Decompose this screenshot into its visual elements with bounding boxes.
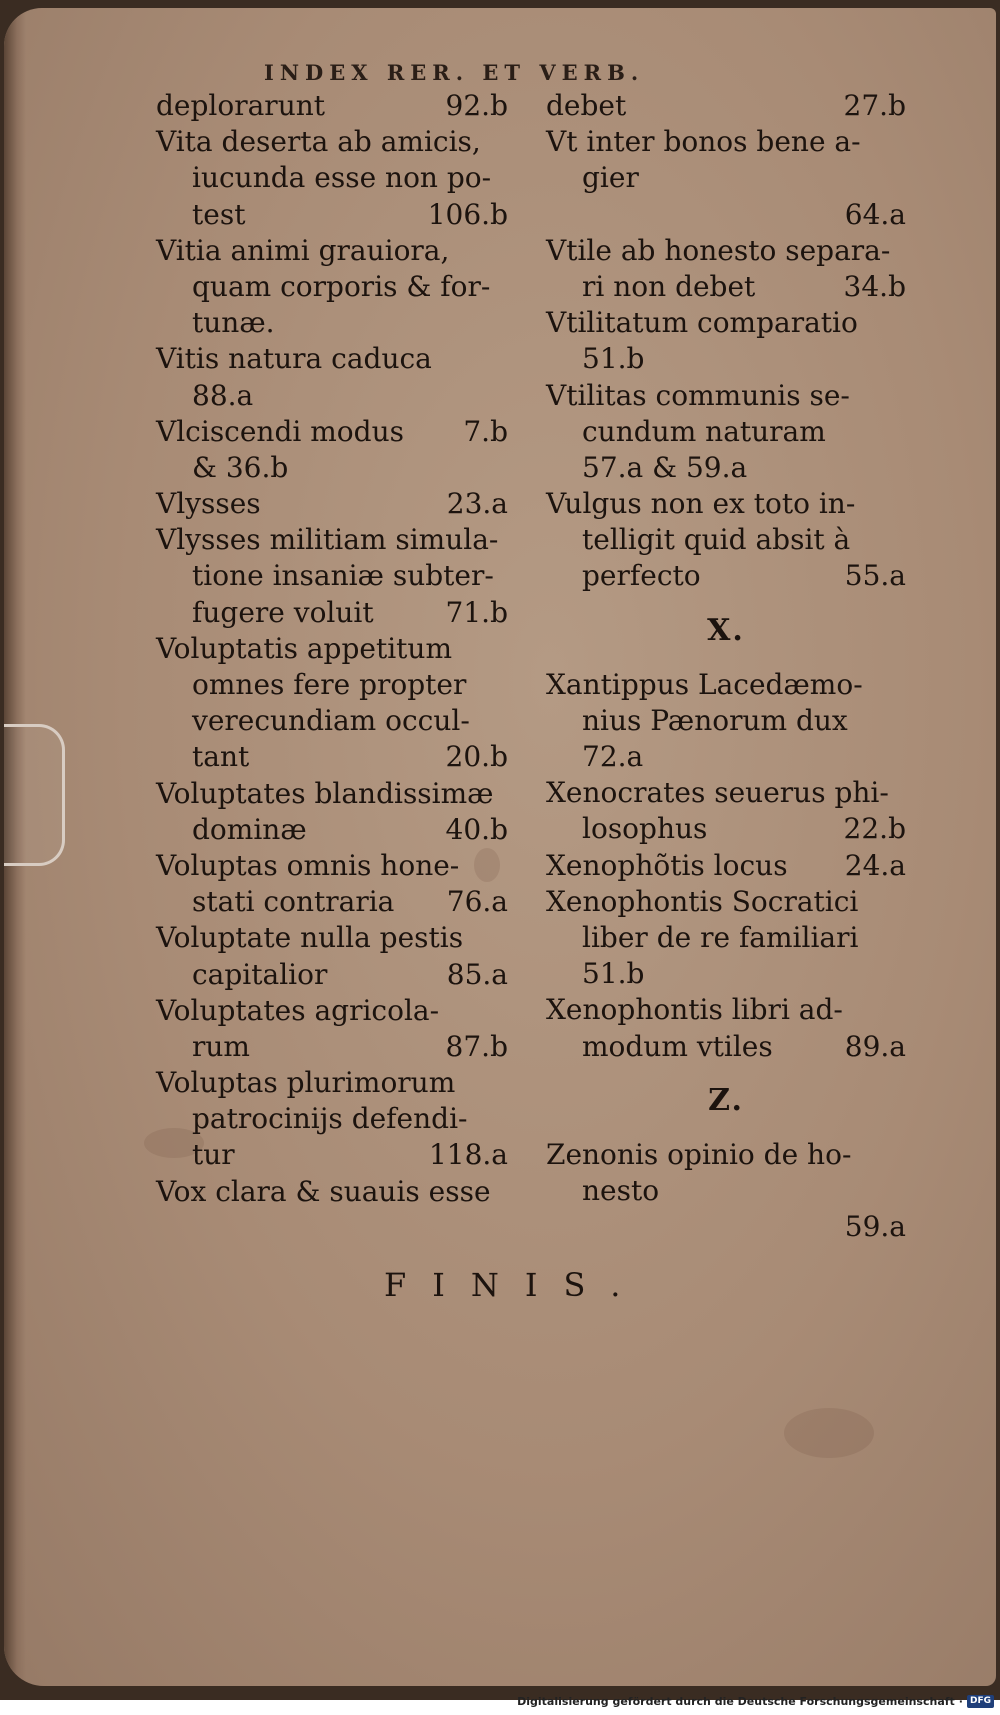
entry-headword-line — [156, 341, 508, 377]
entry-text: deplorarunt — [156, 89, 326, 122]
entry-text: gier — [582, 161, 639, 195]
entry-continuation-line — [156, 703, 508, 739]
entry-text: Voluptas omnis hone- — [156, 848, 460, 882]
entry-text: Vlciscendi modus — [156, 414, 404, 448]
entry-headword-line — [546, 775, 906, 811]
entry-text: 72.a — [582, 740, 644, 773]
index-entry — [156, 1174, 508, 1210]
entry-headword-line — [156, 993, 508, 1029]
index-entry — [156, 920, 508, 992]
book-clasp-mark — [4, 724, 65, 866]
entry-headword-line — [546, 992, 906, 1028]
index-page — [4, 8, 996, 1686]
page-reference: 59.a — [844, 1210, 906, 1244]
entry-headword-line — [156, 522, 508, 558]
entry-continuation-line — [546, 1209, 906, 1245]
index-entry — [156, 233, 508, 342]
entry-text: tur — [192, 1138, 235, 1172]
page-reference: 40.b — [445, 812, 508, 846]
dfg-logo[interactable]: DFG — [967, 1695, 994, 1708]
entry-text: nesto — [582, 1173, 660, 1207]
entry-headword-line — [546, 486, 906, 522]
entry-headword-line — [156, 124, 508, 160]
entry-text: Vlysses — [156, 487, 261, 521]
entry-text: Vulgus non ex toto in- — [546, 487, 856, 521]
index-entry — [156, 486, 508, 522]
index-entry — [546, 233, 906, 305]
entry-continuation-line — [546, 920, 906, 956]
entry-text: tunæ. — [192, 306, 275, 340]
entry-text: Vtilitatum comparatio — [546, 306, 858, 340]
entry-text: Vlysses militiam simula- — [156, 523, 499, 557]
entry-text: 51.b — [582, 957, 645, 991]
entry-text: Xantippus Lacedæmo- — [546, 667, 863, 701]
entry-text: modum vtiles — [582, 1029, 773, 1063]
entry-text: 57.a & 59.a — [582, 450, 748, 484]
entry-continuation-line — [156, 160, 508, 196]
entry-text: Voluptate nulla pestis — [156, 921, 464, 955]
entry-continuation-line — [546, 450, 906, 486]
page-reference: 87.b — [445, 1029, 508, 1063]
page-reference: 7.b — [463, 414, 508, 448]
entry-headword-line — [156, 631, 508, 667]
entry-headword-line — [546, 848, 906, 884]
entry-text: omnes fere propter — [192, 668, 467, 701]
running-head: INDEX RER. ET VERB. — [264, 60, 645, 85]
entry-headword-line — [546, 305, 906, 341]
entry-continuation-line — [156, 667, 508, 703]
entry-text: perfecto — [582, 559, 701, 593]
entry-headword-line — [156, 233, 508, 269]
entry-continuation-line — [546, 341, 906, 377]
entry-text: patrocinijs defendi- — [192, 1102, 468, 1136]
entry-headword-line — [546, 884, 906, 920]
entry-continuation-line — [546, 160, 906, 196]
entry-continuation-line — [546, 558, 906, 594]
entry-text: Vitis natura caduca — [156, 342, 432, 376]
index-entry — [156, 1065, 508, 1174]
entry-continuation-line — [156, 450, 508, 486]
entry-headword-line — [156, 414, 508, 450]
entry-continuation-line — [546, 811, 906, 847]
entry-continuation-line — [156, 1101, 508, 1137]
entry-text: Vt inter bonos bene a- — [546, 125, 861, 159]
entry-headword-line — [156, 1174, 508, 1210]
entry-text: debet — [546, 89, 627, 122]
entry-continuation-line — [156, 197, 508, 233]
entry-headword-line — [546, 88, 906, 124]
index-entry — [546, 124, 906, 233]
index-entry — [546, 848, 906, 884]
entry-text: capitalior — [192, 957, 328, 991]
entry-text: nius Pænorum dux — [582, 703, 848, 737]
entry-headword-line — [156, 1065, 508, 1101]
entry-text: Voluptates agricola- — [156, 993, 440, 1027]
entry-text: quam corporis & for- — [192, 269, 491, 303]
entry-text: test — [192, 197, 246, 231]
entry-text: iucunda esse non po- — [192, 161, 492, 195]
entry-headword-line — [546, 233, 906, 269]
page-reference: 89.a — [844, 1029, 906, 1063]
entry-text: rum — [192, 1029, 250, 1063]
entry-text: Zenonis opinio de ho- — [546, 1137, 852, 1171]
entry-text: Vtilitas communis se- — [546, 378, 850, 412]
page-reference: 27.b — [843, 89, 906, 122]
entry-continuation-line — [156, 595, 508, 631]
digitization-footer: Digitalisierung gefördert durch die Deutsche Forschungsgemeinschaft · DFG — [517, 1695, 994, 1708]
entry-text: dominæ — [192, 812, 307, 846]
entry-text: ri non debet — [582, 269, 756, 303]
dfg-credit-text: Digitalisierung gefördert durch die Deutsche Forschungsgemeinschaft — [517, 1695, 955, 1708]
page-reference: 23.a — [446, 487, 508, 521]
index-entry — [156, 124, 508, 233]
section-letter: Z. — [708, 1082, 744, 1118]
entry-text: Xenophõtis locus — [546, 848, 788, 882]
page-reference: 106.b — [427, 197, 508, 231]
entry-continuation-line — [156, 812, 508, 848]
entry-text: 88.a — [192, 378, 254, 412]
entry-text: Vtile ab honesto separa- — [546, 233, 891, 267]
entry-headword-line — [156, 776, 508, 812]
entry-continuation-line — [156, 739, 508, 775]
page-reference: 64.a — [844, 197, 906, 231]
entry-headword-line — [156, 920, 508, 956]
entry-headword-line — [546, 1137, 906, 1173]
index-entry — [546, 378, 906, 487]
entry-continuation-line — [546, 703, 906, 739]
entry-text: verecundiam occul- — [192, 704, 470, 738]
entry-headword-line — [156, 486, 508, 522]
entry-text: 51.b — [582, 342, 645, 376]
entry-text: Xenophontis Socratici — [546, 884, 859, 918]
entry-text: tant — [192, 740, 250, 774]
page-reference: 24.a — [844, 848, 906, 882]
entry-text: cundum naturam — [582, 414, 826, 448]
index-entry — [156, 631, 508, 776]
index-entry — [546, 305, 906, 377]
entry-continuation-line — [546, 1029, 906, 1065]
entry-continuation-line — [546, 956, 906, 992]
page-reference: 85.a — [446, 957, 508, 991]
page-reference: 76.a — [446, 885, 508, 919]
entry-text: Xenocrates seuerus phi- — [546, 776, 889, 810]
index-entry — [156, 88, 508, 124]
index-entry — [546, 992, 906, 1064]
entry-continuation-line — [546, 414, 906, 450]
entry-continuation-line — [546, 197, 906, 233]
entry-text: Vitia animi grauiora, — [156, 233, 450, 267]
index-entry — [546, 88, 906, 124]
entry-text: & 36.b — [192, 450, 289, 484]
entry-continuation-line — [156, 305, 508, 341]
index-entry — [156, 414, 508, 486]
index-entry — [546, 667, 906, 776]
entry-continuation-line — [156, 558, 508, 594]
entry-text: liber de re familiari — [582, 920, 859, 954]
entry-text: fugere voluit — [192, 595, 374, 629]
page-reference: 71.b — [445, 595, 508, 629]
entry-text: tione insaniæ subter- — [192, 559, 494, 593]
entry-continuation-line — [546, 739, 906, 775]
index-column-right — [546, 88, 906, 1245]
index-entry — [546, 775, 906, 847]
entry-headword-line — [546, 124, 906, 160]
entry-continuation-line — [156, 1029, 508, 1065]
index-column-left — [156, 88, 508, 1210]
index-entry — [546, 486, 906, 595]
entry-headword-line — [156, 848, 508, 884]
entry-continuation-line — [156, 957, 508, 993]
page-reference: 92.b — [445, 89, 508, 122]
page-reference: 20.b — [445, 740, 508, 774]
index-entry — [546, 884, 906, 993]
entry-text: Voluptas plurimorum — [156, 1066, 456, 1100]
entry-text: Vita deserta ab amicis, — [156, 125, 481, 159]
entry-text: Voluptates blandissimæ — [156, 776, 494, 810]
section-letter: X. — [707, 612, 745, 648]
index-entry — [156, 522, 508, 631]
index-entry — [156, 776, 508, 848]
page-reference: 34.b — [843, 269, 906, 303]
entry-continuation-line — [156, 378, 508, 414]
stain-spot — [784, 1408, 874, 1458]
index-entry — [156, 341, 508, 413]
index-entry — [156, 993, 508, 1065]
entry-text: Voluptatis appetitum — [156, 631, 452, 665]
entry-continuation-line — [546, 1173, 906, 1209]
entry-text: stati contraria — [192, 885, 395, 919]
entry-text: losophus — [582, 812, 708, 846]
entry-headword-line — [546, 667, 906, 703]
entry-continuation-line — [546, 269, 906, 305]
entry-continuation-line — [156, 1137, 508, 1173]
entry-headword-line — [546, 378, 906, 414]
entry-text: telligit quid absit à — [582, 523, 851, 557]
page-reference: 118.a — [428, 1138, 508, 1172]
entry-headword-line — [156, 88, 508, 124]
finis-colophon: FINIS. — [384, 1266, 647, 1304]
entry-continuation-line — [546, 522, 906, 558]
page-reference: 22.b — [843, 812, 906, 846]
index-entry — [546, 1137, 906, 1246]
page-reference: 55.a — [844, 559, 906, 593]
index-entry — [156, 848, 508, 920]
entry-text: Xenophontis libri ad- — [546, 993, 843, 1027]
entry-continuation-line — [156, 884, 508, 920]
entry-text: Vox clara & suauis esse — [156, 1174, 491, 1208]
entry-continuation-line — [156, 269, 508, 305]
